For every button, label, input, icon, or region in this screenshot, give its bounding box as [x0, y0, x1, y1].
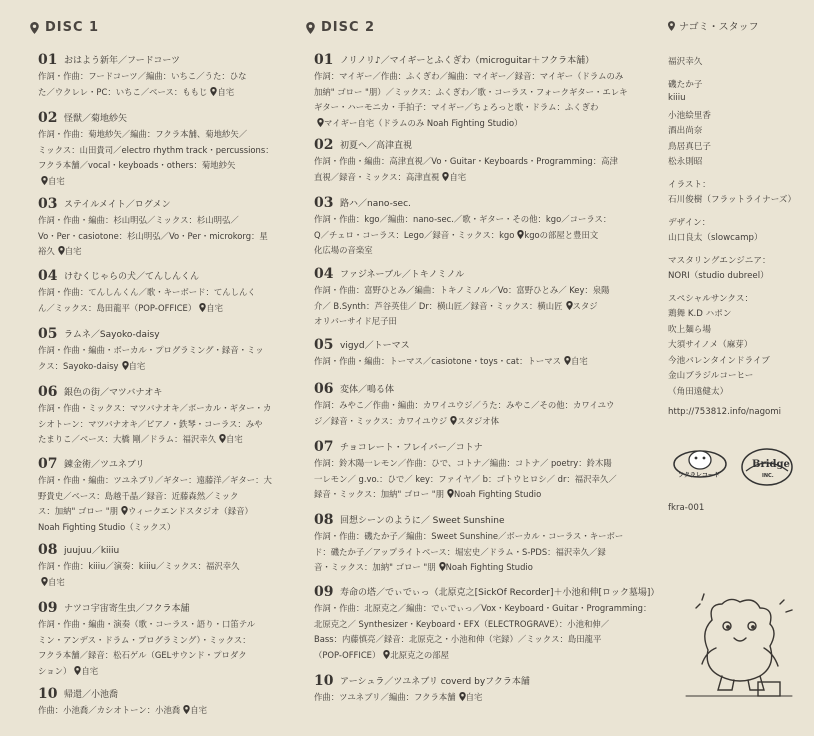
track-number: 08 [38, 542, 58, 558]
track-number: 06 [38, 384, 58, 400]
track-location: 自宅 [48, 576, 65, 587]
track-location: マイギー自宅（ドラムのみ Noah Fighting Studio） [324, 117, 523, 128]
track-number: 07 [38, 456, 58, 472]
track-title: 寿命の塔／でぃでぃっ（北原克之[SickOf Recorder]＋小池和伸[ロック墓場]） [340, 588, 660, 598]
staff-line: 福沢幸久 [668, 57, 703, 67]
track-credits-text: 作詞・作曲・編曲：杉山明弘／ミックス：杉山明弘／ Vo・Per・casiotone：杉山明弘／Vo・Per・microkorg：星 裕久 [38, 215, 268, 256]
track-number: 10 [314, 673, 334, 689]
fukura-record-logo [672, 447, 732, 491]
track-location: 自宅 [81, 665, 99, 676]
track-credits [314, 398, 614, 429]
track-title: 怪獣／菊地紗矢 [64, 114, 128, 124]
staff-line: 石川俊樹（フラットライナーズ） [668, 195, 797, 205]
track-credits-text: 作曲：ツユネブリ／編曲：フクラ本舗 [314, 692, 456, 702]
track-title: 変体／鳴る体 [340, 385, 395, 395]
track-credits [38, 69, 246, 100]
track-credits [314, 690, 482, 706]
track-credits [38, 617, 255, 679]
track-location-extra: Noah Fighting Studio（ミックス） [38, 521, 176, 532]
map-pin-icon [122, 361, 129, 370]
track-number: 09 [38, 600, 58, 616]
staff-line: 山口良太（slowcamp） [668, 233, 763, 243]
track-number: 10 [38, 686, 58, 702]
staff-line: マスタリングエンジニア： [668, 255, 771, 266]
map-pin-icon [30, 22, 39, 34]
map-pin-icon [58, 246, 65, 255]
staff-header [668, 18, 759, 33]
track-credits [38, 343, 264, 374]
track-location: Noah Fighting Studio [445, 562, 533, 572]
bridge-logo-sub: INC. [762, 473, 774, 479]
track-title: ラムネ／Sayoko-daisy [64, 330, 160, 340]
track-location: Noah Fighting Studio [454, 489, 542, 499]
map-pin-icon [564, 356, 571, 365]
map-pin-icon [566, 301, 573, 310]
track-title: 初夏へ／高津直視 [340, 141, 413, 151]
track-credits-text: 作曲：小池喬／カシオトーン：小池喬 [38, 705, 181, 715]
track-number: 07 [314, 439, 334, 455]
track-location: 自宅 [226, 434, 243, 444]
track-title: けむくじゃらの犬／てんしんくん [64, 272, 200, 282]
track-location: 自宅 [465, 692, 483, 702]
track-number: 02 [38, 110, 58, 126]
map-pin-icon [41, 577, 48, 586]
bridge-logo [740, 447, 798, 491]
map-pin-icon [668, 21, 675, 31]
map-pin-icon [41, 176, 48, 185]
track-credits-text: 作詞・作曲・編曲・演奏（歌・コーラス・語り・口笛テル ミン・アンデス・ドラム・プログラミング）・ミックス： フクラ本舗／録音：松石ゲル（GELサウンド・プロダク ション） [38, 619, 256, 676]
track-credits-text: 作詞：みやこ／作曲・編曲：カワイユウジ／うた：みやこ／その他：カワイユウ ジ／録音・ミックス：カワイユウジ [314, 400, 615, 426]
catalog-number: fkra-001 [668, 503, 705, 513]
staff-line[interactable]: http://753812.info/nagomi [668, 407, 782, 417]
track-number: 06 [314, 381, 334, 397]
track-number: 05 [314, 337, 334, 353]
track-credits-text: 作詞：マイギー／作曲：ふくぎわ／編曲：マイギー／録音：マイギー（ドラムのみ 加納" ゴロー "朋）／ミックス：ふくぎわ／歌・コーラス・フォークギター・エレキ ギター・ハーモニカ・手拍子：マイギー／ちょろっと歌・ドラム：ふくぎわ [314, 71, 628, 112]
bridge-logo-text: Bridge [752, 459, 790, 470]
track-number: 08 [314, 512, 334, 528]
track-number: 03 [38, 196, 58, 212]
track-location: ウィークエンドスタジオ（録音） [128, 506, 253, 516]
disc1-header [30, 20, 99, 35]
track-title: ファジネーブル／トキノミノル [340, 270, 465, 280]
track-credits-text: 作詞：鈴木陽一レモン／作曲：ひで、コトナ／編曲：コトナ／ poetry：鈴木陽 一レモン／ g.vo.：ひで／ key：ファイヤ／ b：ゴトウヒロシ／ dr：福沢幸久／ 録音・ミックス：加納" ゴロー "朋 [314, 458, 617, 499]
map-pin-icon [121, 506, 128, 515]
track-credits [314, 212, 611, 259]
track-location: 自宅 [48, 175, 65, 186]
track-credits-text: 作詞・作曲：てんしんくん／歌・キーボード：てんしんく ん／ミックス：島田龍平（POP-OFFICE） [38, 287, 256, 313]
staff-line: スペシャルサンクス： [668, 293, 754, 304]
track-location: 自宅 [64, 246, 82, 256]
track-location: 自宅 [571, 356, 588, 366]
track-location: スタジ オリバーサイド尼子田 [314, 300, 598, 326]
track-credits-text: 作詞・作曲・編曲：ツユネブリ／ギター：遠藤洋／ギター：大 野貴史／ベース：島越千晶／録音：近藤森然／ミック ス：加納" ゴロー "朋 [38, 475, 272, 516]
track-title: ステイルメイト／ログメン [64, 200, 171, 210]
track-credits [314, 601, 651, 663]
track-title: 回想シーンのように／ Sweet Sunshine [340, 516, 505, 526]
track-title: アーシュラ／ツユネブリ coverd byフクラ本舗 [340, 677, 530, 687]
staff-line: 酒出尚奈 [668, 126, 703, 136]
staff-line: 金山ブラジルコーヒー [668, 371, 754, 381]
map-pin-icon [439, 562, 446, 571]
track-location: 自宅 [206, 302, 223, 313]
staff-line: 吹上麺ら場 [668, 324, 711, 335]
track-title: チョコレート・フレイバー／コトナ [340, 443, 483, 453]
map-pin-icon [306, 22, 315, 34]
track-title: vigyd／トーマス [340, 341, 410, 351]
track-title: おはよう新年／フードコーツ [64, 56, 181, 66]
track-credits-text: 作詞・作曲・ミックス：マツバナオキ／ボーカル・ギター・カ シオトーン：マツバナオキ／ピアノ・鉄琴・コーラス：みや たまりこ／ベース：大橋 剛／ドラム：福沢幸久 [38, 403, 272, 444]
track-title: 路ハ／nano-sec. [340, 199, 411, 209]
track-location: 自宅 [449, 171, 467, 182]
staff-line: （角田遠健太） [668, 386, 729, 397]
track-credits-text: 作詞・作曲・編曲・ボーカル・プログラミング・録音・ミッ クス：Sayoko-daisy [38, 345, 264, 371]
track-title: 銀色の街／マツバナオキ [64, 388, 163, 398]
track-credits-text: 作詞・作曲：kiiiu／演奏：kiiiu／ミックス：福沢幸久 [38, 561, 240, 571]
track-location: 北原克之の部屋 [390, 649, 449, 660]
track-credits [38, 703, 207, 719]
track-credits [38, 559, 240, 590]
track-location: スタジオ体 [457, 415, 500, 426]
track-credits-text: 作詞・作曲：富野ひとみ／編曲：トキノミノル／Vo：富野ひとみ／ Key：泉陽 介／ B.Synth：芦谷英佳／ Dr：横山匠／録音・ミックス：横山匠 [314, 285, 610, 311]
track-number: 04 [38, 268, 58, 284]
track-title: juujuu／kiiiu [64, 546, 120, 556]
track-location: 自宅 [128, 360, 146, 371]
track-title: ナツコ宇宙寄生虫／フクラ本舗 [64, 604, 190, 614]
track-credits-text: 作詞・作曲・編曲：高津直視／Vo・Guitar・Keyboards・Programming：高津 直視／録音・ミックス：高津直視 [314, 156, 618, 182]
track-credits [38, 127, 274, 189]
staff-line: イラスト： [668, 179, 711, 190]
track-number: 01 [314, 52, 334, 68]
staff-title: ナゴミ・スタッフ [679, 22, 759, 33]
staff-line: 鳥居真巳子 [668, 141, 711, 152]
map-pin-icon [459, 692, 466, 701]
track-title: 帰還／小池喬 [64, 690, 119, 700]
staff-line: 鶏舞 K.D ハポン [668, 309, 732, 319]
map-pin-icon [219, 434, 226, 443]
disc1-title: DISC 1 [45, 20, 100, 35]
track-location: 自宅 [190, 705, 207, 715]
track-credits [314, 69, 628, 131]
track-location: 自宅 [217, 86, 235, 97]
track-credits-text: 作詞・作曲：kgo／編曲：nano-sec.／歌・ギター・その他：kgo／コーラス： Q／チェロ・コーラス：Lego／録音・ミックス：kgo [314, 214, 612, 240]
track-credits [314, 529, 623, 576]
staff-line: NORI（studio dubreel） [668, 271, 769, 281]
track-credits [38, 473, 272, 535]
map-pin-icon [447, 489, 454, 498]
track-credits-text: 作詞・作曲・編曲：トーマス／casiotone・toys・cat：トーマス [314, 356, 562, 366]
track-number: 05 [38, 326, 58, 342]
track-number: 02 [314, 137, 334, 153]
track-credits-text: 作詞・作曲：菊地紗矢／編曲：フクラ本舗、菊地紗矢／ ミックス：山田貴司／electro rhythm track・percussions： フクラ本舗／vocal・keyboads・others：菊地紗矢 [38, 129, 274, 170]
track-credits [314, 354, 588, 370]
staff-line: 大須サイノメ（麻芽） [668, 340, 753, 350]
track-credits [38, 401, 271, 448]
fukura-logo-text: フクラレコード [678, 472, 720, 479]
track-credits [314, 283, 610, 330]
track-number: 01 [38, 52, 58, 68]
staff-line: デザイン： [668, 217, 711, 228]
track-location: kgoの部屋と豊田文 化広場の音楽室 [314, 229, 599, 255]
track-title: ノリノリ♪／マイギーとふくぎわ（microguitar＋フクラ本舗） [340, 56, 595, 66]
track-number: 04 [314, 266, 334, 282]
track-title: 錬金術／ツユネブリ [64, 460, 145, 470]
track-credits [314, 456, 617, 503]
mascot-illustration [682, 590, 800, 700]
staff-line: 小池絵里香 [668, 110, 711, 121]
track-credits [38, 213, 268, 260]
map-pin-icon [317, 118, 324, 127]
track-credits [314, 154, 618, 185]
track-credits [38, 285, 256, 316]
track-number: 03 [314, 195, 334, 211]
staff-line: kiiiu [668, 93, 686, 103]
track-credits-text: 作詞・作曲：北原克之／編曲：でぃでぃっ／Vox・Keyboard・Guitar・Programming： 北原克之／ Synthesizer・Keyboard・EFX（ELECTROGRAVE）：小池和伸／ Bass：内藤慎亮／録音：北原克之・小池和伸（宅録）／ミックス：島田龍平 （POP-OFFICE） [314, 603, 652, 660]
staff-line: 磯たか子 [668, 79, 703, 90]
track-credits-text: 作詞・作曲：フードコーツ／編曲：いちこ／うた：ひな た／ウクレレ・PC：いちこ／ベース：ももじ [38, 71, 247, 97]
track-number: 09 [314, 584, 334, 600]
disc2-title: DISC 2 [321, 20, 376, 35]
staff-line: 松永則昭 [668, 157, 703, 167]
track-credits-text: 作詞・作曲：磯たか子／編曲：Sweet Sunshine／ボーカル・コーラス・キーボー ド：磯たか子／アップライトベース：堀宏史／ドラム・S-PDS：福沢幸久／録 音・ミックス：加納" ゴロー "朋 [314, 531, 624, 572]
disc2-header [306, 20, 375, 35]
staff-line: 今池バレンタインドライブ [668, 355, 770, 366]
